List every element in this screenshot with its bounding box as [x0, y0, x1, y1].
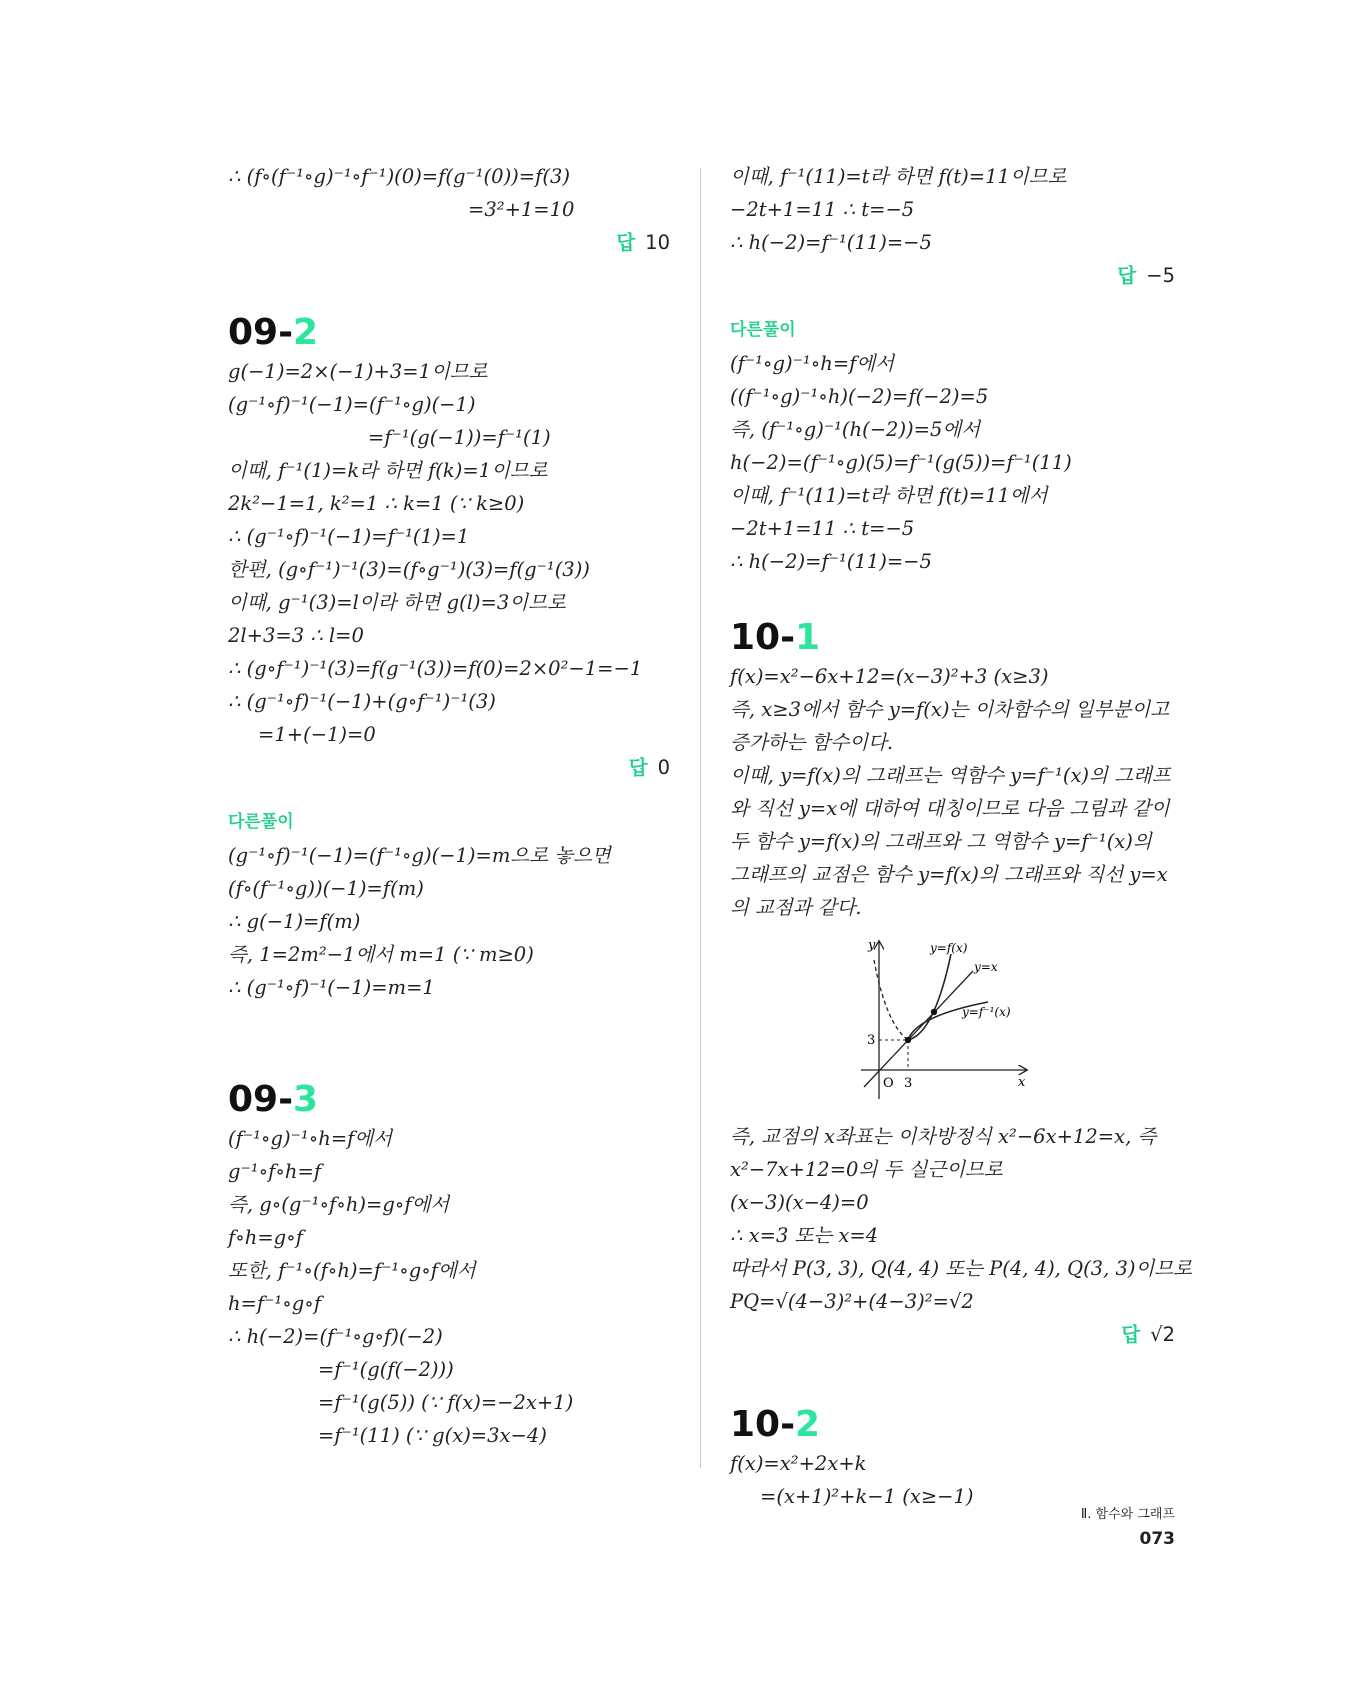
math-line: 2l+3=3 ∴ l=0 — [228, 624, 364, 647]
problem-heading-09-3: 09-3 — [228, 1079, 319, 1120]
math-line: 이때, f⁻¹(1)=k라 하면 f(k)=1이므로 — [228, 459, 548, 482]
line-label: y=x — [974, 960, 998, 974]
math-line: 이때, f⁻¹(11)=t라 하면 f(t)=11에서 — [730, 484, 1048, 507]
answer-tag: 답 — [616, 231, 636, 254]
section-label: Ⅱ. 함수와 그래프 — [1080, 1507, 1175, 1522]
math-line: ∴ x=3 또는 x=4 — [730, 1224, 879, 1247]
math-line: 이때, g⁻¹(3)=l이라 하면 g(l)=3이므로 — [228, 591, 566, 614]
math-line: ∴ (g∘f⁻¹)⁻¹(3)=f(g⁻¹(3))=f(0)=2×0²−1=−1 — [228, 657, 643, 680]
curve-f-label: y=f(x) — [930, 941, 968, 955]
tick-label-y-3: 3 — [867, 1033, 876, 1048]
answer-tag: 답 — [628, 756, 648, 779]
math-line: ∴ (g⁻¹∘f)⁻¹(−1)=f⁻¹(1)=1 — [228, 525, 470, 548]
answer-value: 10 — [645, 231, 670, 254]
math-line: =f⁻¹(g(5)) (∵ f(x)=−2x+1) — [318, 1391, 574, 1414]
math-line: h(−2)=(f⁻¹∘g)(5)=f⁻¹(g(5))=f⁻¹(11) — [730, 451, 1072, 474]
curve-f-inverse-label: y=f⁻¹(x) — [962, 1005, 1011, 1019]
math-line: =1+(−1)=0 — [258, 723, 376, 746]
math-line: 또한, f⁻¹∘(f∘h)=f⁻¹∘g∘f에서 — [228, 1259, 476, 1282]
right-column — [730, 160, 1193, 1513]
origin-label: O — [883, 1076, 894, 1091]
math-line: (f∘(f⁻¹∘g))(−1)=f(m) — [228, 877, 424, 900]
math-line: ∴ h(−2)=f⁻¹(11)=−5 — [730, 231, 932, 254]
intersection-point-p — [905, 1037, 911, 1043]
math-line: f∘h=g∘f — [228, 1226, 303, 1249]
math-line: f(x)=x²−6x+12=(x−3)²+3 (x≥3) — [730, 665, 1049, 688]
math-line: ∴ (g⁻¹∘f)⁻¹(−1)=m=1 — [228, 976, 435, 999]
math-line: 따라서 P(3, 3), Q(4, 4) 또는 P(4, 4), Q(3, 3)이므로 — [730, 1257, 1193, 1280]
answer — [228, 751, 670, 784]
math-line: (g⁻¹∘f)⁻¹(−1)=(f⁻¹∘g)(−1)=m으로 놓으면 — [228, 844, 611, 867]
y-axis-label: y — [868, 938, 876, 953]
answer-value: −5 — [1146, 264, 1175, 287]
math-line: =f⁻¹(11) (∵ g(x)=3x−4) — [318, 1424, 547, 1447]
math-line: =(x+1)²+k−1 (x≥−1) — [760, 1485, 974, 1508]
math-line: (g⁻¹∘f)⁻¹(−1)=(f⁻¹∘g)(−1) — [228, 393, 476, 416]
math-line: g⁻¹∘f∘h=f — [228, 1160, 322, 1183]
math-line: 이때, f⁻¹(11)=t라 하면 f(t)=11이므로 — [730, 165, 1067, 188]
problem-heading-09-2: 09-2 — [228, 312, 319, 353]
math-line: (f⁻¹∘g)⁻¹∘h=f에서 — [730, 352, 895, 375]
answer — [228, 226, 670, 259]
math-line: =f⁻¹(g(−1))=f⁻¹(1) — [368, 426, 551, 449]
math-line: ∴ h(−2)=(f⁻¹∘g∘f)(−2) — [228, 1325, 443, 1348]
answer-tag: 답 — [1121, 1323, 1141, 1346]
math-line: ((f⁻¹∘g)⁻¹∘h)(−2)=f(−2)=5 — [730, 385, 989, 408]
math-line: 즉, 1=2m²−1에서 m=1 (∵ m≥0) — [228, 943, 534, 966]
problem-heading-10-1: 10-1 — [730, 617, 821, 658]
math-line: ∴ (g⁻¹∘f)⁻¹(−1)+(g∘f⁻¹)⁻¹(3) — [228, 690, 496, 713]
math-line: ∴ h(−2)=f⁻¹(11)=−5 — [730, 550, 932, 573]
answer-tag: 답 — [1117, 264, 1137, 287]
graph-svg — [856, 934, 1056, 1106]
math-line: ∴ g(−1)=f(m) — [228, 910, 361, 933]
math-line: 한편, (g∘f⁻¹)⁻¹(3)=(f∘g⁻¹)(3)=f(g⁻¹(3)) — [228, 558, 590, 581]
page-footer — [1040, 1503, 1175, 1553]
math-line: PQ=√(4−3)²+(4−3)²=√2 — [730, 1290, 974, 1313]
math-line: ∴ (f∘(f⁻¹∘g)⁻¹∘f⁻¹)(0)=f(g⁻¹(0))=f(3) — [228, 165, 570, 188]
answer — [730, 1318, 1175, 1351]
tick-label-x-3: 3 — [904, 1076, 913, 1091]
left-column — [228, 160, 670, 1452]
page-number: 073 — [1139, 1529, 1175, 1549]
intersection-point-q — [931, 1009, 937, 1015]
math-line: g(−1)=2×(−1)+3=1이므로 — [228, 360, 488, 383]
explanation-paragraph: 이때, y=f(x)의 그래프는 역함수 y=f⁻¹(x)의 그래프와 직선 y=x에 대하여 대칭이므로 다음 그림과 같이 두 함수 y=f(x)의 그래프와 그 역함수 y=f⁻¹(x)의 그래프의 교점은 함수 y=f(x)의 그래프와 직선 y=x의 교점과 같다. — [730, 764, 1171, 919]
math-line: 즉, g∘(g⁻¹∘f∘h)=g∘f에서 — [228, 1193, 450, 1216]
math-line: x²−7x+12=0의 두 실근이므로 — [730, 1158, 1003, 1181]
column-divider — [700, 168, 701, 1468]
math-line: (x−3)(x−4)=0 — [730, 1191, 869, 1214]
math-line: −2t+1=11 ∴ t=−5 — [730, 198, 915, 221]
math-line: −2t+1=11 ∴ t=−5 — [730, 517, 915, 540]
math-line: =3²+1=10 — [468, 198, 575, 221]
math-line: =f⁻¹(g(f(−2))) — [318, 1358, 454, 1381]
math-line: 2k²−1=1, k²=1 ∴ k=1 (∵ k≥0) — [228, 492, 525, 515]
answer-value: √2 — [1150, 1323, 1175, 1346]
math-line: (f⁻¹∘g)⁻¹∘h=f에서 — [228, 1127, 393, 1150]
math-line: 즉, 교점의 x좌표는 이차방정식 x²−6x+12=x, 즉 — [730, 1125, 1157, 1148]
function-graph — [730, 934, 1175, 1106]
math-line: h=f⁻¹∘g∘f — [228, 1292, 322, 1315]
x-axis-label: x — [1018, 1075, 1026, 1090]
answer — [730, 259, 1175, 292]
curve-f — [908, 954, 951, 1040]
explanation-paragraph: 즉, x≥3에서 함수 y=f(x)는 이차함수의 일부분이고 증가하는 함수이다. — [730, 698, 1170, 754]
math-line: f(x)=x²+2x+k — [730, 1452, 867, 1475]
alternative-solution-label: 다른풀이 — [730, 320, 796, 340]
answer-value: 0 — [657, 756, 670, 779]
problem-heading-10-2: 10-2 — [730, 1404, 821, 1445]
alternative-solution-label: 다른풀이 — [228, 812, 294, 832]
math-line: 즉, (f⁻¹∘g)⁻¹(h(−2))=5에서 — [730, 418, 981, 441]
